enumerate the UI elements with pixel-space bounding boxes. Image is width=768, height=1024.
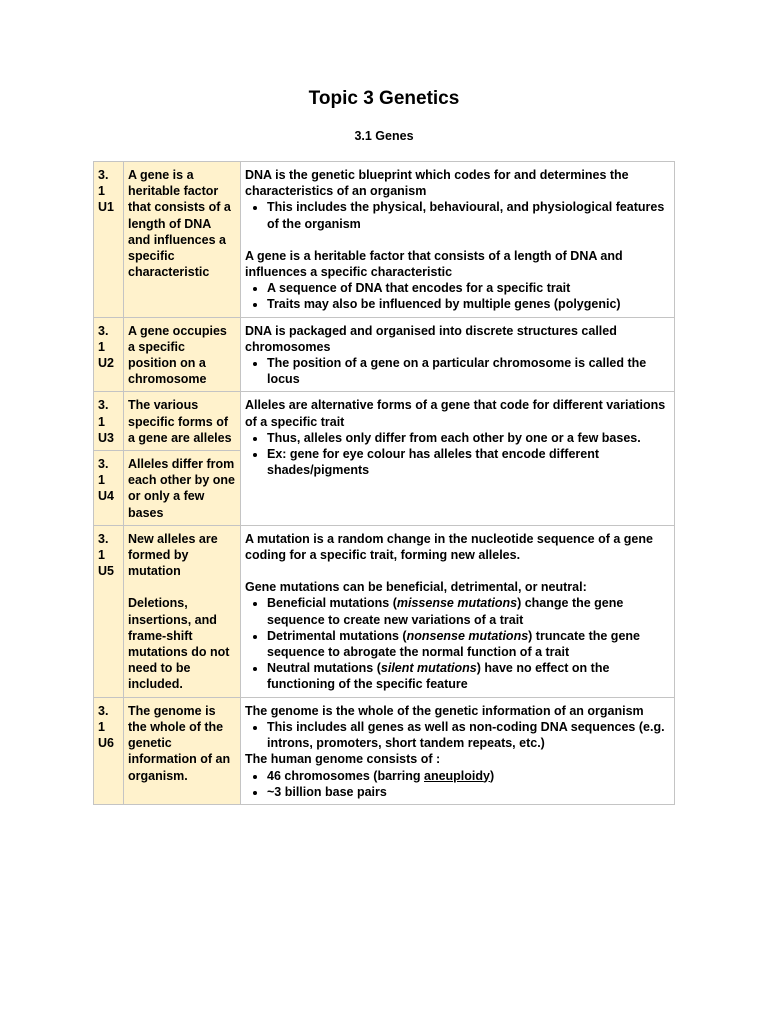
bullet-list — [245, 199, 670, 231]
explanation-paragraph: The human genome consists of : — [245, 752, 441, 767]
statement-cell — [124, 317, 241, 392]
code-part: 1 — [98, 473, 105, 488]
list-item: • Neutral mutations (silent mutations) have no effect on the functioning of the specific feature — [267, 660, 670, 692]
bullet-list — [245, 595, 670, 692]
explanation-paragraph: Alleles are alternative forms of a gene that code for different variations of a specific trait — [245, 398, 666, 429]
table-row-u1 — [94, 162, 675, 318]
code-part: 1 — [98, 548, 105, 563]
code-part: 3. — [98, 168, 109, 182]
code-cell — [94, 317, 124, 392]
list-item: • Beneficial mutations (missense mutations) change the gene sequence to create new variations of a trait — [267, 595, 670, 627]
explanation-paragraph: Gene mutations can be beneficial, detrimental, or neutral: — [245, 580, 587, 595]
code-part: 1 — [98, 339, 105, 354]
statement-cell — [124, 451, 241, 526]
code-part: 1 — [98, 414, 105, 429]
statement-text: New alleles are formed by mutation — [128, 531, 218, 579]
statement-cell — [124, 697, 241, 804]
explanation-paragraph: A gene is a heritable factor that consists of a length of DNA and influences a specific characteristic — [245, 248, 623, 280]
code-cell — [94, 525, 124, 697]
table-row-u2 — [94, 317, 675, 392]
code-part: 3. — [98, 457, 109, 472]
code-cell — [94, 451, 124, 526]
code-part: 3. — [98, 531, 109, 546]
page-title: Topic 3 Genetics — [308, 88, 460, 109]
table-row-u5 — [94, 525, 675, 697]
list-item: • A sequence of DNA that encodes for a specific trait — [267, 280, 670, 296]
code-part: U4 — [98, 489, 114, 504]
emphasis-text: missense mutations — [396, 596, 518, 611]
list-item: • 46 chromosomes (barring aneuploidy) — [267, 768, 670, 784]
code-cell — [94, 697, 124, 804]
statement-text: The genome is the whole of the genetic information of an organism. — [128, 703, 231, 783]
emphasis-text: nonsense mutations — [406, 628, 529, 643]
section-title: 3.1 Genes — [354, 129, 414, 143]
statement-text: Alleles differ from each other by one or only a few bases — [128, 457, 235, 520]
statement-cell — [124, 525, 241, 697]
explanation-paragraph: DNA is the genetic blueprint which codes for and determines the characteristics of an organism — [245, 168, 629, 199]
table-row-u6 — [94, 697, 675, 804]
list-item: • ~3 billion base pairs — [267, 784, 670, 800]
explanation-paragraph: DNA is packaged and organised into discrete structures called chromosomes — [245, 323, 617, 354]
explanation-cell — [241, 525, 675, 697]
code-part: U6 — [98, 736, 114, 751]
code-part: U1 — [98, 200, 114, 215]
bullet-list — [245, 719, 670, 751]
bullet-list — [245, 430, 670, 479]
statement-text: A gene occupies a specific position on a chromosome — [128, 323, 227, 387]
explanation-paragraph: The genome is the whole of the genetic information of an organism — [245, 703, 644, 718]
code-cell — [94, 162, 124, 318]
bullet-list — [245, 355, 670, 387]
list-item: • This includes the physical, behavioural, and physiological features of the organism — [267, 199, 670, 231]
list-item: • Traits may also be influenced by multiple genes (polygenic) — [267, 296, 670, 312]
table-row-u3 — [94, 392, 675, 451]
underlined-term: aneuploidy — [424, 768, 490, 783]
emphasis-text: silent mutations — [380, 661, 477, 676]
statement-note: Deletions, insertions, and frame-shift mutations do not need to be included. — [128, 596, 230, 692]
statement-cell — [124, 162, 241, 318]
statement-text: A gene is a heritable factor that consists of a length of DNA and influences a specific characteristic — [128, 168, 231, 280]
statement-cell — [124, 392, 241, 451]
list-item: • Thus, alleles only differ from each other by one or a few bases. — [267, 430, 670, 446]
genes-table — [93, 161, 675, 805]
bullet-list — [245, 768, 670, 800]
code-part: 1 — [98, 719, 105, 734]
explanation-paragraph: A mutation is a random change in the nucleotide sequence of a gene coding for a specific trait, forming new alleles. — [245, 531, 653, 563]
explanation-cell — [241, 162, 675, 318]
list-item: • Ex: gene for eye colour has alleles that encode different shades/pigments — [267, 446, 670, 478]
code-cell — [94, 392, 124, 451]
bullet-list — [245, 280, 670, 312]
code-part: 3. — [98, 398, 109, 413]
explanation-cell — [241, 697, 675, 804]
explanation-cell — [241, 317, 675, 392]
code-part: U3 — [98, 430, 114, 445]
explanation-cell — [241, 392, 675, 525]
list-item: • The position of a gene on a particular chromosome is called the locus — [267, 355, 670, 387]
code-part: 1 — [98, 184, 105, 199]
code-part: U5 — [98, 564, 114, 579]
code-part: 3. — [98, 703, 109, 718]
code-part: 3. — [98, 323, 109, 338]
statement-text: The various specific forms of a gene are alleles — [128, 398, 232, 445]
code-part: U2 — [98, 356, 114, 371]
list-item: • This includes all genes as well as non-coding DNA sequences (e.g. introns, promoters, short tandem repeats, etc.) — [267, 719, 670, 751]
list-item: • Detrimental mutations (nonsense mutations) truncate the gene sequence to abrogate the normal function of a trait — [267, 628, 670, 660]
